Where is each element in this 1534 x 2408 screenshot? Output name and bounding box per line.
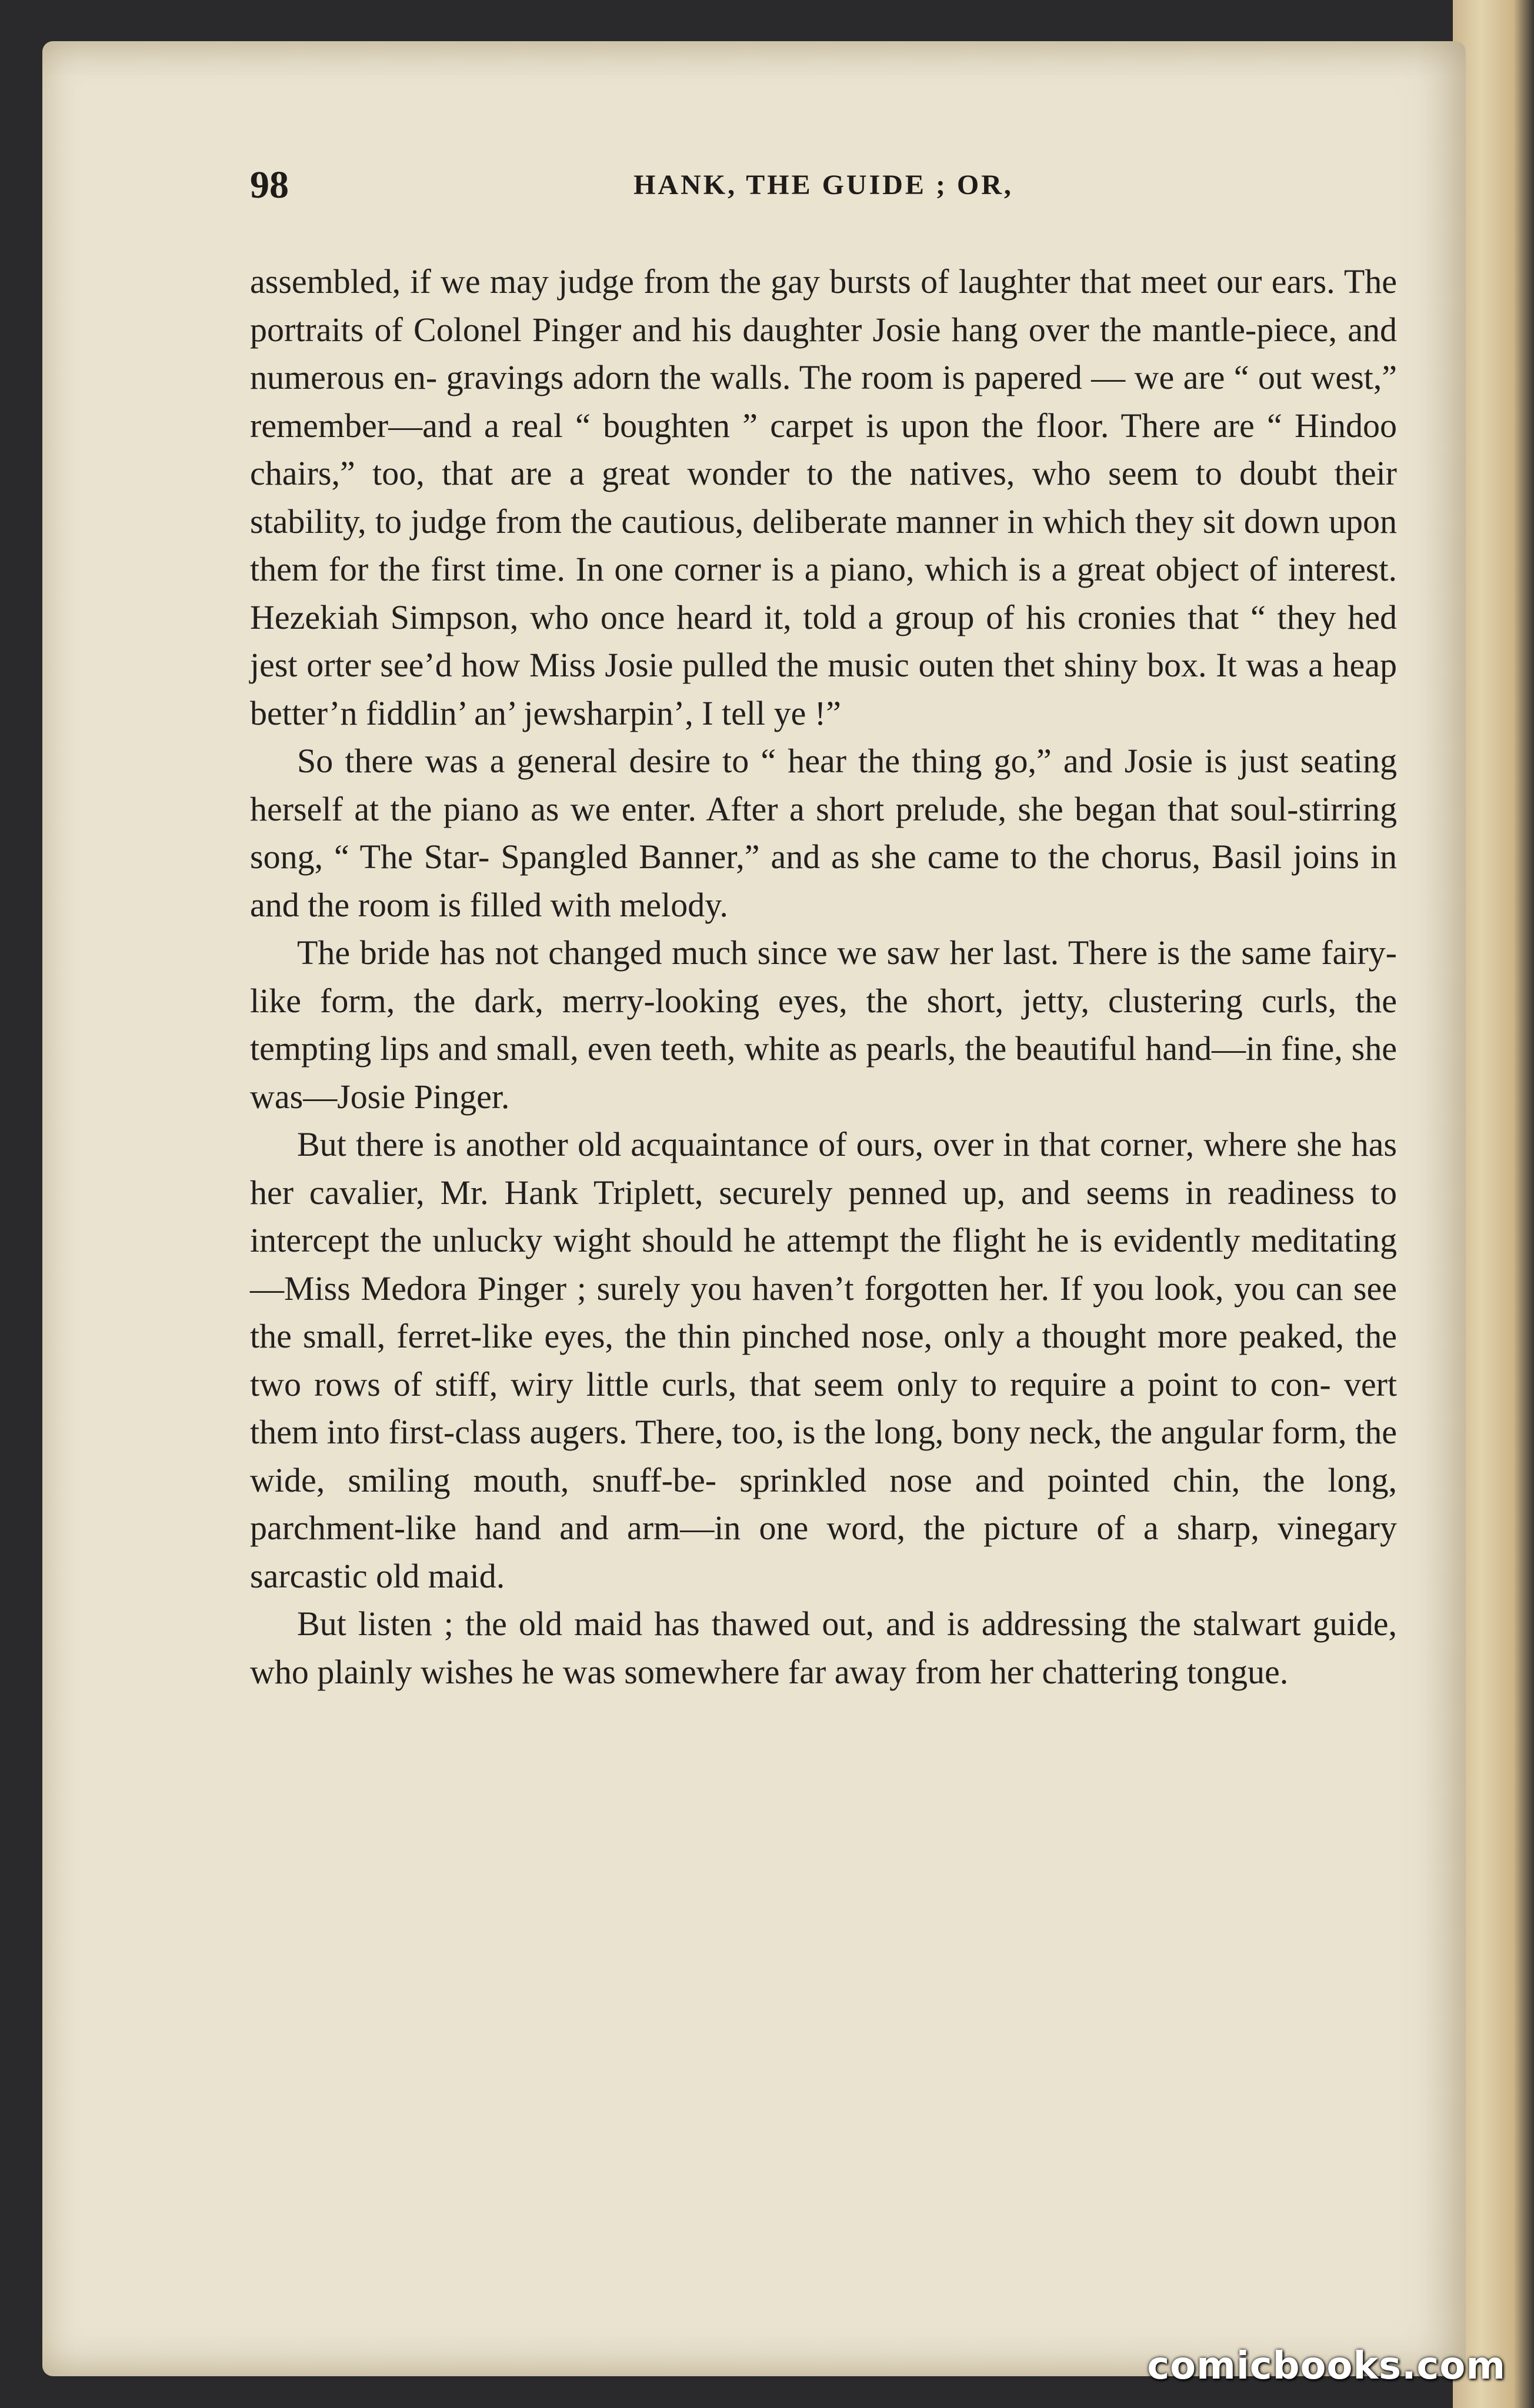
page-header	[250, 159, 1397, 212]
site-watermark: comicbooks.com	[1147, 2344, 1506, 2388]
body-text	[250, 258, 1397, 1696]
page-number: 98	[250, 164, 289, 206]
paragraph: The bride has not changed much since we saw her last. There is the same fairy-like form, the dark, merry-looking eyes, the short, jetty, clustering curls, the tempting lips and small, even teeth, white as pearls, the beautiful hand—in fine, she was—Josie Pinger.	[250, 933, 1397, 1116]
paragraph: But there is another old acquaintance of ours, over in that corner, where she has her cavalier, Mr. Hank Triplett, securely penned up, and seems in readiness to intercept the unlucky wight should he attempt the flight he is evidently meditating —Miss Medora Pinger ; surely you haven’t forgotten her. If you look, you can see the small, ferret-like eyes, the thin pinched nose, only a thought more peaked, the two rows of stiff, wiry little curls, that seem only to require a point to con- vert them into first-class augers. There, too, is the long, bony neck, the angular form, the wide, smiling mouth, snuff-be- sprinkled nose and pointed chin, the long, parchment-like hand and arm—in one word, the picture of a sharp, vinegary sarcastic old maid.	[250, 1125, 1397, 1595]
paragraph: assembled, if we may judge from the gay bursts of laughter that meet our ears. The portraits of Colonel Pinger and his daughter Josie hang over the mantle-piece, and numerous en- gravings adorn the walls. The room is papered — we are “ out west,” remember—and a real “ boughten ” carpet is upon the floor. There are “ Hindoo chairs,” too, that are a great wonder to the natives, who seem to doubt their stability, to judge from the cautious, deliberate manner in which they sit down upon them for the first time. In one corner is a piano, which is a great object of interest. Hezekiah Simpson, who once heard it, told a group of his cronies that “ they hed jest orter see’d how Miss Josie pulled the music outen thet shiny box. It was a heap better’n fiddlin’ an’ jewsharpin’, I tell ye !”	[250, 262, 1397, 732]
paragraph: So there was a general desire to “ hear the thing go,” and Josie is just seating herself at the piano as we enter. After a short prelude, she began that soul-stirring song, “ The Star- Spangled Banner,” and as she came to the chorus, Basil joins in and the room is filled with melody.	[250, 742, 1397, 924]
paragraph: But listen ; the old maid has thawed out, and is addressing the stalwart guide, who plainly wishes he was somewhere far away from her chattering tongue.	[250, 1605, 1397, 1691]
running-title: HANK, THE GUIDE ; OR,	[633, 169, 1013, 201]
